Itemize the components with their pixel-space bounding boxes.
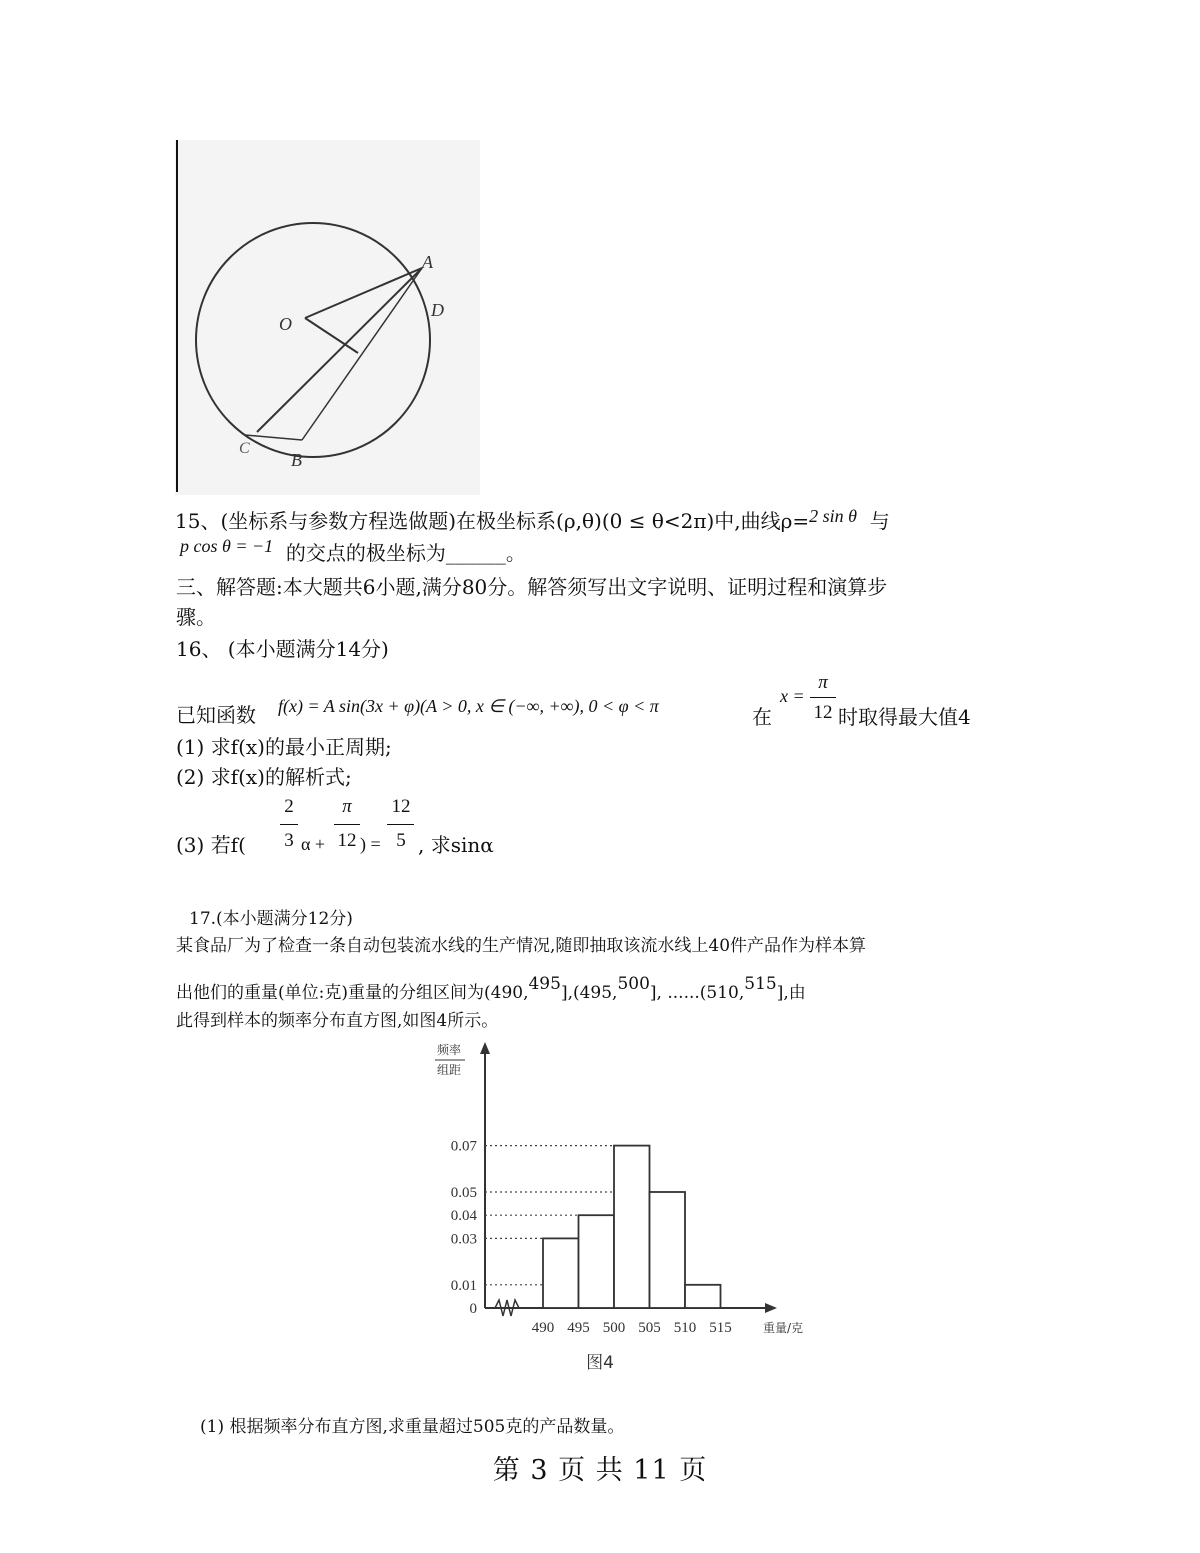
x-tick-label: 495: [567, 1320, 590, 1336]
label-a: A: [422, 252, 433, 272]
q16-intro: 已知函数: [176, 703, 256, 727]
figure-caption: 图4: [586, 1353, 614, 1373]
q16-x-equals: x =: [780, 686, 805, 706]
q15-line2: [180, 536, 526, 567]
label-c: C: [239, 440, 250, 457]
y-tick-label: 0.01: [450, 1277, 477, 1294]
x-tick-label: 500: [602, 1320, 626, 1336]
x-axis-label: 重量/克: [763, 1321, 804, 1335]
q16-x-den: 12: [813, 702, 833, 723]
x-tick-label: 510: [673, 1320, 697, 1336]
y-axis-arrow: [480, 1042, 490, 1054]
q17-line2-a: 出他们的重量(单位:克)重量的分组区间为(490,: [176, 983, 529, 1003]
q17-line2-d: 500: [617, 974, 650, 994]
q17-line2: [176, 974, 806, 1004]
q16-item1: (1) 求f(x)的最小正周期;: [176, 735, 392, 759]
histogram-bar: [685, 1285, 721, 1308]
section3-line2: 骤。: [176, 605, 216, 629]
label-d: D: [431, 300, 444, 320]
q16-function: f(x) = A sin(3x + φ)(A > 0, x ∈ (−∞, +∞), 0 < φ < π: [278, 696, 659, 716]
q15-line1-text: 15、(坐标系与参数方程选做题)在极坐标系(ρ,θ)(0 ≤ θ<2π)中,曲线ρ=: [175, 509, 810, 533]
segment-o-to-m: [305, 318, 358, 353]
circle-diagram: [175, 140, 480, 495]
q16-item3-f3-bar: [387, 824, 414, 825]
q16-item3-alpha: α +: [301, 834, 326, 854]
q16-item3-f2-num: π: [342, 796, 352, 817]
section3-line1: 三、解答题:本大题共6小题,满分80分。解答须写出文字说明、证明过程和演算步: [176, 575, 888, 599]
y-axis-label-top: 频率: [437, 1043, 462, 1057]
q16-heading: 16、 (本小题满分14分): [176, 637, 389, 661]
q16-item3-f2-den: 12: [337, 830, 357, 851]
q16-item3-f1-bar: [280, 824, 298, 825]
label-o: O: [279, 314, 292, 334]
q17-heading: 17.(本小题满分12分): [189, 909, 353, 929]
y-tick-label: 0.04: [450, 1208, 477, 1225]
y-tick-label: 0.05: [450, 1185, 477, 1201]
q16-item3-f3-num: 12: [391, 796, 411, 817]
q15-line1-math: 2 sin θ: [809, 506, 858, 526]
histogram-chart: [415, 1038, 815, 1378]
label-b: B: [291, 450, 302, 470]
q17-sub1: (1) 根据频率分布直方图,求重量超过505克的产品数量。: [200, 1417, 625, 1437]
q16-at-text: 在: [752, 705, 772, 729]
x-tick-label: 515: [709, 1320, 732, 1336]
q17-line2-f: 515: [744, 974, 777, 994]
q17-line1: 某食品厂为了检查一条自动包装流水线的生产情况,随即抽取该流水线上40件产品作为样本算: [176, 936, 867, 956]
q16-item3-eq: ) =: [360, 834, 381, 854]
q16-item3-tail: , 求sinα: [418, 833, 494, 857]
x-tick-label: 505: [638, 1320, 661, 1336]
segment-c-to-b: [245, 435, 302, 440]
q17-line2-c: ],(495,: [560, 983, 618, 1003]
segment-a-to-c: [257, 268, 422, 432]
y-axis-label-bottom: 组距: [437, 1063, 462, 1077]
q16-item2: (2) 求f(x)的解析式;: [176, 765, 352, 789]
q16-item3-prefix: (3) 若f(: [176, 833, 246, 857]
q15-line1-tail: 与: [869, 509, 890, 533]
q17-line3: 此得到样本的频率分布直方图,如图4所示。: [176, 1011, 499, 1031]
histogram-bar: [614, 1146, 650, 1308]
q16-item3-f2-bar: [334, 824, 360, 825]
histogram-bar: [579, 1215, 615, 1308]
y-tick-label: 0.07: [450, 1138, 477, 1155]
histogram-bar: [650, 1192, 686, 1308]
q16-x-num: π: [818, 672, 828, 693]
page-footer: 第 3 页 共 11 页: [492, 1455, 708, 1486]
x-tick-label: 490: [531, 1320, 555, 1336]
q15-line2-math: p cos θ = −1: [180, 536, 274, 556]
q17-line2-g: ],由: [776, 983, 806, 1003]
q16-x-bar: [810, 697, 836, 698]
q16-item3-f1-den: 3: [284, 830, 294, 851]
q16-item3-f3-den: 5: [396, 830, 406, 851]
histogram-bar: [543, 1238, 579, 1308]
y-tick-label: 0: [469, 1301, 477, 1317]
q17-line2-b: 495: [528, 974, 561, 994]
q17-line2-e: ], ......(510,: [649, 983, 745, 1003]
q15-line2-text: 的交点的极坐标为______。: [285, 541, 526, 565]
x-axis-arrow: [765, 1303, 777, 1313]
y-tick-label: 0.03: [450, 1231, 477, 1248]
q16-item3-f1-num: 2: [284, 796, 294, 817]
q16-tail: 时取得最大值4: [838, 705, 971, 729]
circle-outline: [196, 223, 430, 457]
q15-line1: [175, 508, 890, 535]
